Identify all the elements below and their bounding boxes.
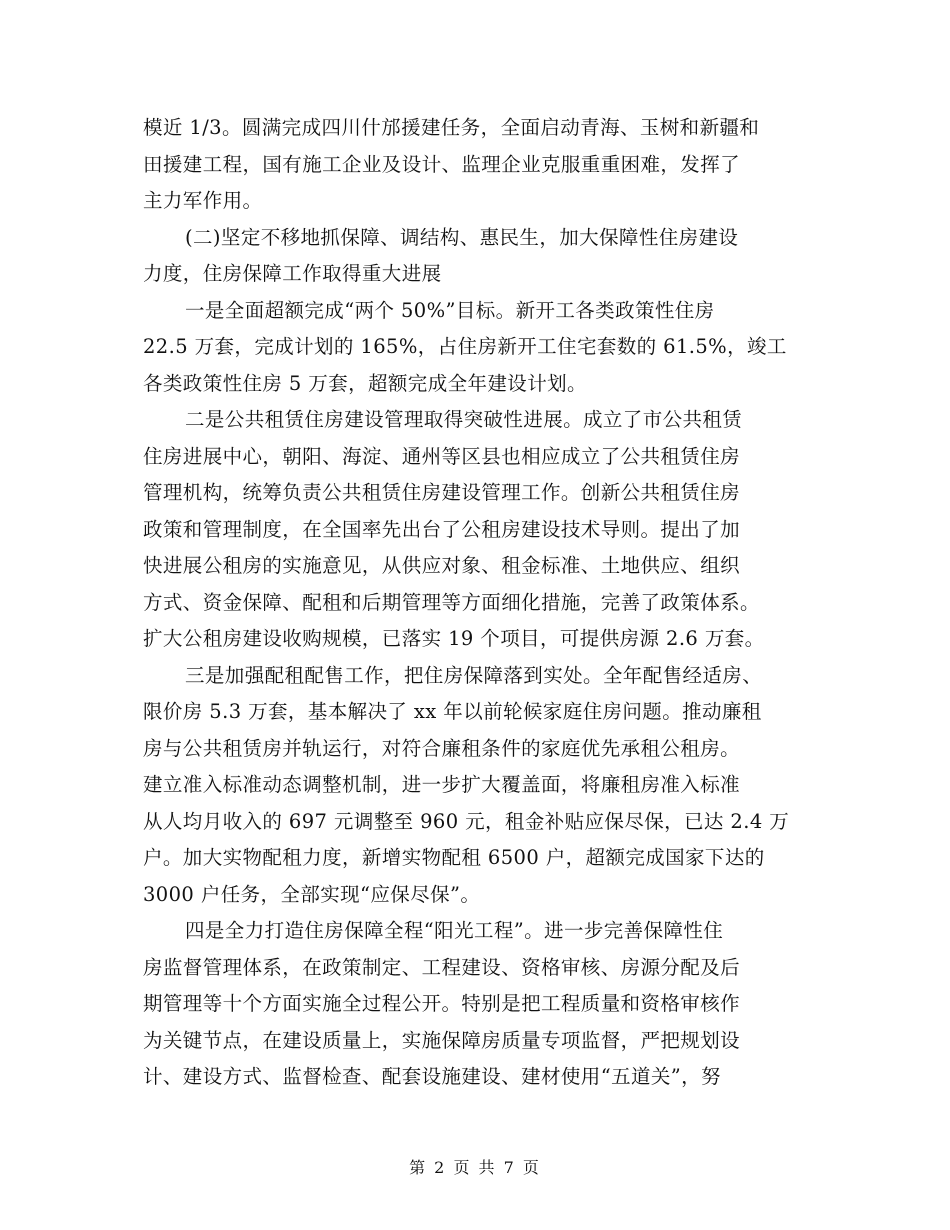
- text-line: 期管理等十个方面实施全过程公开。特别是把工程质量和资格审核作: [143, 992, 741, 1015]
- text-line: (二)坚定不移地抓保障、调结构、惠民生，加大保障性住房建设: [185, 225, 739, 249]
- text-line: 快进展公租房的实施意见，从供应对象、租金标准、土地供应、组织: [143, 554, 741, 577]
- text-line: 二是公共租赁住房建设管理取得突破性进展。成立了市公共租赁: [185, 408, 743, 431]
- text-line: 房监督管理体系，在政策制定、工程建设、资格审核、房源分配及后: [143, 955, 741, 979]
- text-line: 建立准入标准动态调整机制，进一步扩大覆盖面，将廉租房准入标准: [143, 773, 741, 796]
- text-line: 扩大公租房建设收购规模，已落实 19 个项目，可提供房源 2.6 万套。: [143, 627, 765, 650]
- text-line: 房与公共租赁房并轨运行，对符合廉租条件的家庭优先承租公租房。: [143, 736, 741, 760]
- text-line: 四是全力打造住房保障全程“阳光工程”。进一步完善保障性住: [185, 919, 724, 942]
- text-line: 管理机构，统筹负责公共租赁住房建设管理工作。创新公共租赁住房: [143, 481, 741, 504]
- text-line: 三是加强配租配售工作，把住房保障落到实处。全年配售经适房、: [185, 663, 763, 687]
- page-number-footer: 第 2 页 共 7 页: [409, 1158, 541, 1177]
- text-line: 一是全面超额完成“两个 50%”目标。新开工各类政策性住房: [185, 298, 715, 322]
- text-line: 方式、资金保障、配租和后期管理等方面细化措施，完善了政策体系。: [143, 590, 760, 614]
- text-line: 22.5 万套，完成计划的 165%，占住房新开工住宅套数的 61.5%，竣工: [143, 335, 787, 358]
- text-line: 主力军作用。: [143, 189, 263, 212]
- text-line: 限价房 5.3 万套，基本解决了 xx 年以前轮候家庭住房问题。推动廉租: [143, 700, 762, 723]
- text-line: 力度，住房保障工作取得重大进展: [143, 262, 442, 285]
- text-line: 田援建工程，国有施工企业及设计、监理企业克服重重困难，发挥了: [143, 152, 741, 176]
- body-text: [143, 110, 803, 1096]
- text-line: 从人均月收入的 697 元调整至 960 元，租金补贴应保尽保，已达 2.4 万: [143, 809, 790, 833]
- text-line: 住房进展中心，朝阳、海淀、通州等区县也相应成立了公共租赁住房: [143, 444, 741, 468]
- text-line: 户。加大实物配租力度，新增实物配租 6500 户，超额完成国家下达的: [143, 846, 765, 869]
- text-line: 各类政策性住房 5 万套，超额完成全年建设计划。: [143, 371, 587, 395]
- text-line: 为关键节点，在建设质量上，实施保障房质量专项监督，严把规划设: [143, 1028, 741, 1052]
- text-line: 计、建设方式、监督检查、配套设施建设、建材使用“五道关”，努: [143, 1065, 721, 1088]
- text-line: 模近 1/3。圆满完成四川什邡援建任务，全面启动青海、玉树和新疆和: [143, 116, 760, 139]
- text-line: 3000 户任务，全部实现“应保尽保”。: [143, 882, 481, 906]
- text-line: 政策和管理制度，在全国率先出台了公租房建设技术导则。提出了加: [143, 517, 741, 541]
